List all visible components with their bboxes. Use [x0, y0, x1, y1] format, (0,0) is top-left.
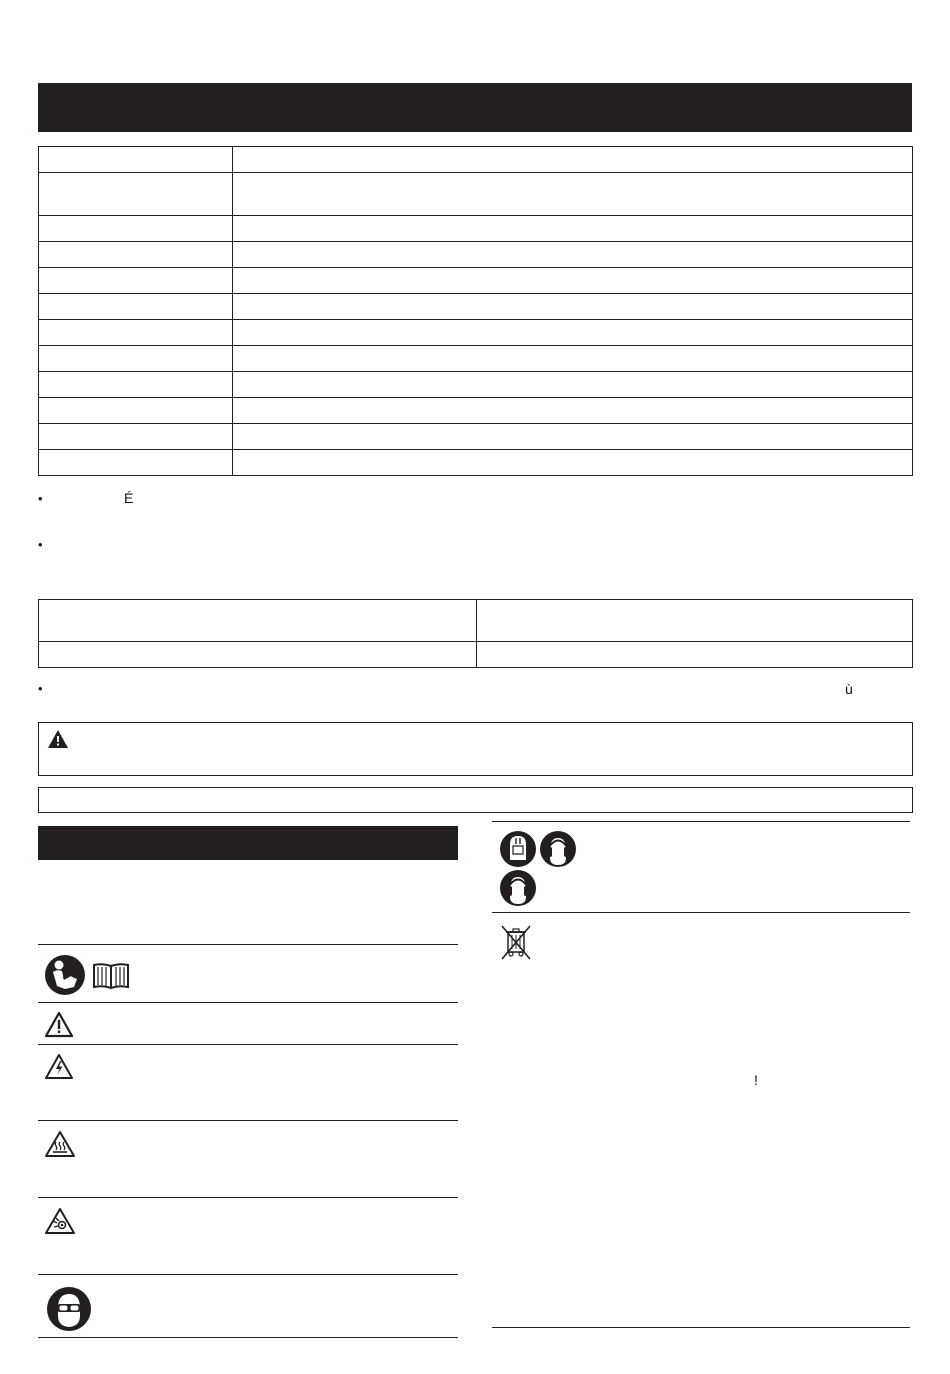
spec-value [233, 216, 913, 242]
warning-triangle-icon [44, 1011, 74, 1038]
spec-table [38, 146, 913, 476]
spec-value [233, 398, 913, 424]
ear-protection-icon [539, 830, 577, 868]
note-bullet-3: • [38, 681, 43, 696]
warning-filled-icon [47, 729, 69, 749]
spec-row [39, 424, 913, 450]
divider [492, 912, 910, 913]
exclamation-char: ! [754, 1072, 758, 1088]
noise-cell [477, 642, 913, 668]
spec-label [39, 294, 233, 320]
spec-label [39, 372, 233, 398]
spec-row [39, 398, 913, 424]
spec-row [39, 147, 913, 173]
noise-cell [39, 642, 477, 668]
spec-label [39, 147, 233, 173]
spec-row [39, 450, 913, 476]
spec-label [39, 320, 233, 346]
flying-debris-icon [44, 1207, 76, 1235]
spec-label [39, 450, 233, 476]
book-icon [92, 962, 130, 990]
spec-label [39, 242, 233, 268]
spec-label [39, 268, 233, 294]
note-bullet-2: • [38, 537, 43, 552]
noise-row [39, 642, 913, 668]
symbols-header-bar [38, 826, 458, 860]
spec-label [39, 216, 233, 242]
note-1-char: É [124, 490, 134, 506]
divider [38, 1120, 458, 1121]
spec-value [233, 372, 913, 398]
spec-value [233, 424, 913, 450]
spec-value [233, 294, 913, 320]
noise-table [38, 599, 913, 668]
spec-row [39, 346, 913, 372]
note-bullet-1: • [38, 491, 43, 506]
eye-protection-icon [46, 1286, 92, 1332]
spec-row [39, 268, 913, 294]
divider [492, 821, 910, 822]
warning-box [38, 722, 913, 776]
divider [38, 1274, 458, 1275]
spec-value [233, 320, 913, 346]
divider [38, 944, 458, 945]
spec-value [233, 346, 913, 372]
spec-value [233, 242, 913, 268]
ear-protection-icon [499, 869, 537, 907]
crossed-bin-icon [499, 924, 533, 962]
head-protection-icon [499, 830, 537, 868]
spec-value [233, 173, 913, 216]
note-3-char: ù [845, 681, 853, 697]
divider [38, 1337, 458, 1338]
spec-row [39, 294, 913, 320]
spec-row [39, 372, 913, 398]
noise-row [39, 600, 913, 642]
spec-value [233, 450, 913, 476]
divider [38, 1002, 458, 1003]
hot-surface-icon [44, 1130, 76, 1158]
spec-value [233, 147, 913, 173]
notice-box [38, 787, 913, 813]
section-header-bar [38, 83, 912, 132]
spec-row [39, 242, 913, 268]
spec-label [39, 424, 233, 450]
spec-label [39, 398, 233, 424]
electric-shock-icon [44, 1053, 74, 1080]
spec-row [39, 173, 913, 216]
spec-row [39, 320, 913, 346]
divider [38, 1197, 458, 1198]
spec-value [233, 268, 913, 294]
noise-cell [39, 600, 477, 642]
spec-label [39, 173, 233, 216]
divider [38, 1044, 458, 1045]
spec-label [39, 346, 233, 372]
spec-row [39, 216, 913, 242]
divider [492, 1327, 910, 1328]
noise-cell [477, 600, 913, 642]
read-manual-person-icon [44, 954, 86, 996]
